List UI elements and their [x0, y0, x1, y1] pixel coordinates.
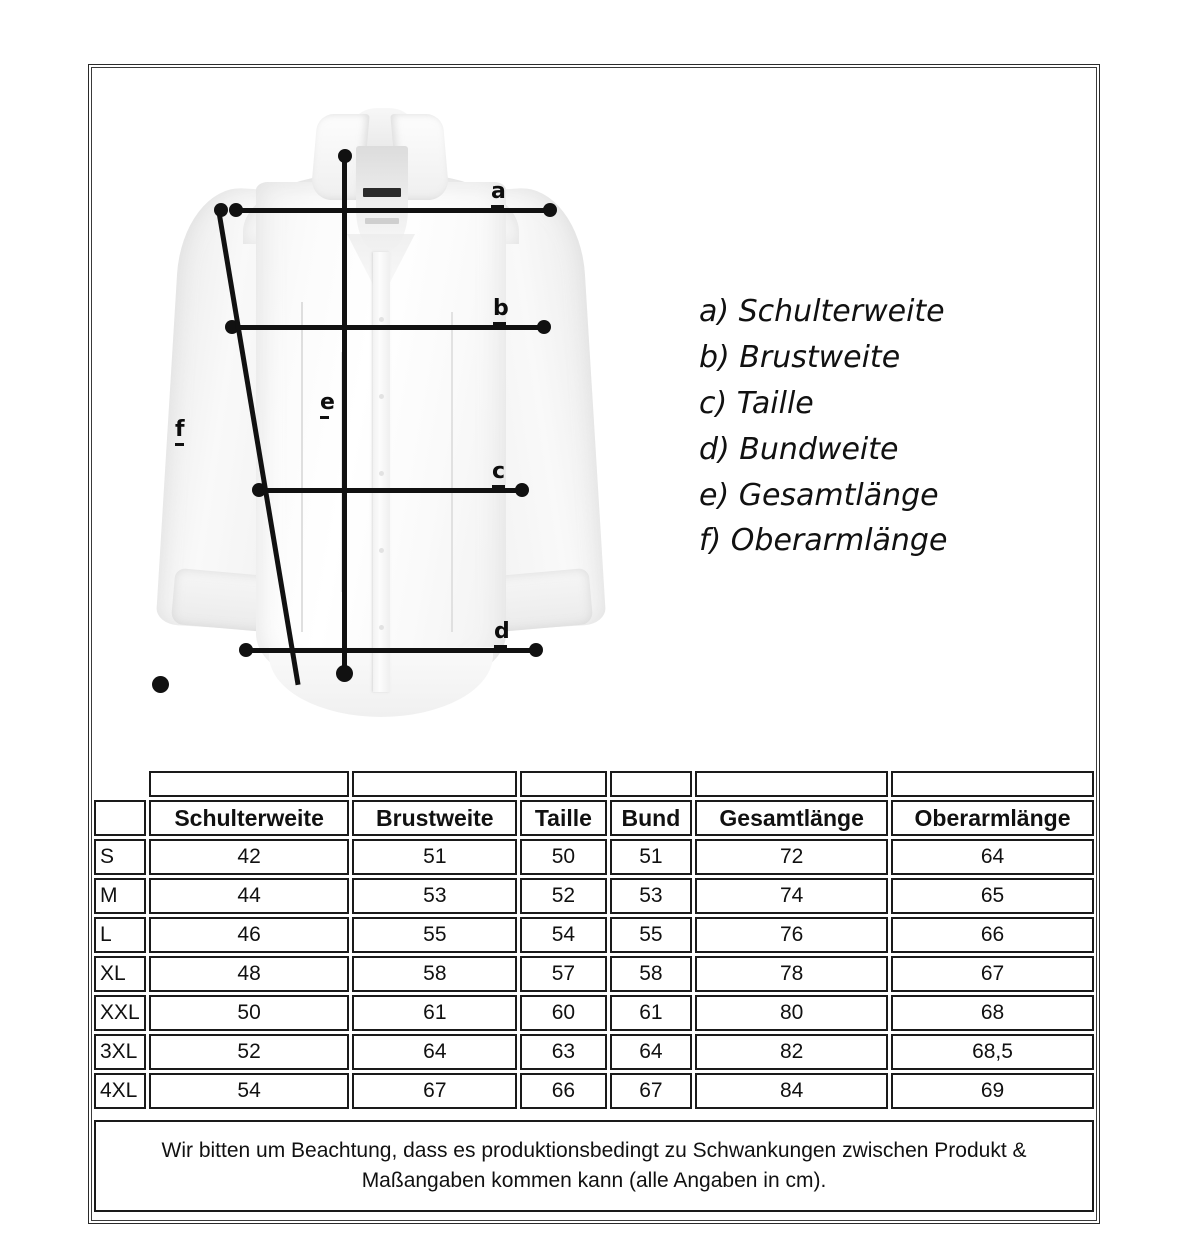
table-row	[94, 839, 1094, 875]
spacer-cell	[352, 771, 517, 797]
spacer-cell	[695, 771, 888, 797]
shirt-button	[379, 625, 384, 630]
cell-bund: 64	[610, 1034, 693, 1070]
cell-schulterweite: 48	[149, 956, 350, 992]
cell-bund: 51	[610, 839, 693, 875]
table-row	[94, 956, 1094, 992]
shirt-fold-line	[341, 352, 342, 592]
shirt-button	[379, 317, 384, 322]
cell-taille: 60	[520, 995, 606, 1031]
cell-size: 4XL	[94, 1073, 146, 1109]
shirt-illustration	[151, 102, 611, 702]
cell-schulterweite: 44	[149, 878, 350, 914]
cell-oberarmlaenge: 64	[891, 839, 1094, 875]
measure-label-e-text: e	[320, 390, 335, 415]
cell-schulterweite: 50	[149, 995, 350, 1031]
measure-label-b-text: b	[493, 296, 509, 321]
cell-brustweite: 58	[352, 956, 517, 992]
cell-brustweite: 55	[352, 917, 517, 953]
shirt-cuff-right	[493, 568, 594, 632]
cell-gesamtlaenge: 74	[695, 878, 888, 914]
cell-oberarmlaenge: 67	[891, 956, 1094, 992]
cell-brustweite: 53	[352, 878, 517, 914]
cell-brustweite: 64	[352, 1034, 517, 1070]
shirt-button	[379, 548, 384, 553]
spacer-cell	[149, 771, 350, 797]
legend-item-f: f) Oberarmlänge	[699, 523, 948, 559]
shirt-size-label	[365, 218, 399, 224]
cell-size: XL	[94, 956, 146, 992]
shirt-fold-line	[301, 302, 303, 632]
cell-oberarmlaenge: 68	[891, 995, 1094, 1031]
cell-bund: 58	[610, 956, 693, 992]
cell-taille: 57	[520, 956, 606, 992]
cell-size: L	[94, 917, 146, 953]
cell-taille: 52	[520, 878, 606, 914]
shirt-button	[379, 394, 384, 399]
cell-size: S	[94, 839, 146, 875]
disclaimer-text: Wir bitten um Beachtung, dass es produktionsbedingt zu Schwankungen zwischen Produkt & Maßangaben kommen kann (alle Angaben in cm).	[161, 1139, 1027, 1192]
legend-item-d: d) Bundweite	[699, 431, 899, 467]
cell-taille: 50	[520, 839, 606, 875]
header-cell-size	[94, 800, 146, 836]
cell-bund: 67	[610, 1073, 693, 1109]
header-cell-schulterweite: Schulterweite	[149, 800, 350, 836]
size-chart-table	[91, 768, 1097, 1112]
legend-item-b: b) Brustweite	[699, 339, 901, 375]
legend-item-a: a) Schulterweite	[699, 294, 945, 329]
spacer-cell-corner	[94, 771, 146, 797]
shirt-brand-label	[363, 188, 401, 197]
measurement-legend	[699, 289, 1079, 564]
table-row	[94, 878, 1094, 914]
cell-bund: 53	[610, 878, 693, 914]
shirt-measurement-diagram	[91, 67, 1097, 767]
table-row	[94, 1034, 1094, 1070]
header-cell-taille: Taille	[520, 800, 606, 836]
table-row	[94, 1073, 1094, 1109]
cell-brustweite: 61	[352, 995, 517, 1031]
table-spacer-row	[94, 771, 1094, 797]
cell-oberarmlaenge: 69	[891, 1073, 1094, 1109]
cell-taille: 66	[520, 1073, 606, 1109]
cell-taille: 63	[520, 1034, 606, 1070]
cell-gesamtlaenge: 80	[695, 995, 888, 1031]
table-row	[94, 917, 1094, 953]
cell-size: M	[94, 878, 146, 914]
cell-taille: 54	[520, 917, 606, 953]
measure-label-f-text: f	[175, 417, 185, 442]
cell-schulterweite: 46	[149, 917, 350, 953]
header-cell-oberarmlaenge: Oberarmlänge	[891, 800, 1094, 836]
shirt-fold-line	[451, 312, 453, 632]
shirt-button	[379, 471, 384, 476]
legend-item-c: c) Taille	[699, 385, 814, 421]
header-cell-gesamtlaenge: Gesamtlänge	[695, 800, 888, 836]
cell-size: XXL	[94, 995, 146, 1031]
cell-gesamtlaenge: 84	[695, 1073, 888, 1109]
cell-brustweite: 67	[352, 1073, 517, 1109]
cell-gesamtlaenge: 76	[695, 917, 888, 953]
cell-size: 3XL	[94, 1034, 146, 1070]
cell-gesamtlaenge: 78	[695, 956, 888, 992]
measure-label-c-text: c	[492, 459, 506, 484]
cell-gesamtlaenge: 82	[695, 1034, 888, 1070]
disclaimer-note	[94, 1120, 1094, 1212]
cell-oberarmlaenge: 66	[891, 917, 1094, 953]
legend-item-e: e) Gesamtlänge	[699, 477, 939, 513]
table-header-row	[94, 800, 1094, 836]
spacer-cell	[891, 771, 1094, 797]
header-cell-brustweite: Brustweite	[352, 800, 517, 836]
measure-label-a-text: a	[491, 179, 506, 204]
cell-bund: 61	[610, 995, 693, 1031]
spacer-cell	[610, 771, 693, 797]
cell-brustweite: 51	[352, 839, 517, 875]
measure-label-d-text: d	[494, 619, 510, 644]
cell-schulterweite: 42	[149, 839, 350, 875]
table-row	[94, 995, 1094, 1031]
header-cell-bund: Bund	[610, 800, 693, 836]
cell-bund: 55	[610, 917, 693, 953]
cell-oberarmlaenge: 65	[891, 878, 1094, 914]
cell-gesamtlaenge: 72	[695, 839, 888, 875]
spacer-cell	[520, 771, 606, 797]
cell-oberarmlaenge: 68,5	[891, 1034, 1094, 1070]
cell-schulterweite: 54	[149, 1073, 350, 1109]
cell-schulterweite: 52	[149, 1034, 350, 1070]
